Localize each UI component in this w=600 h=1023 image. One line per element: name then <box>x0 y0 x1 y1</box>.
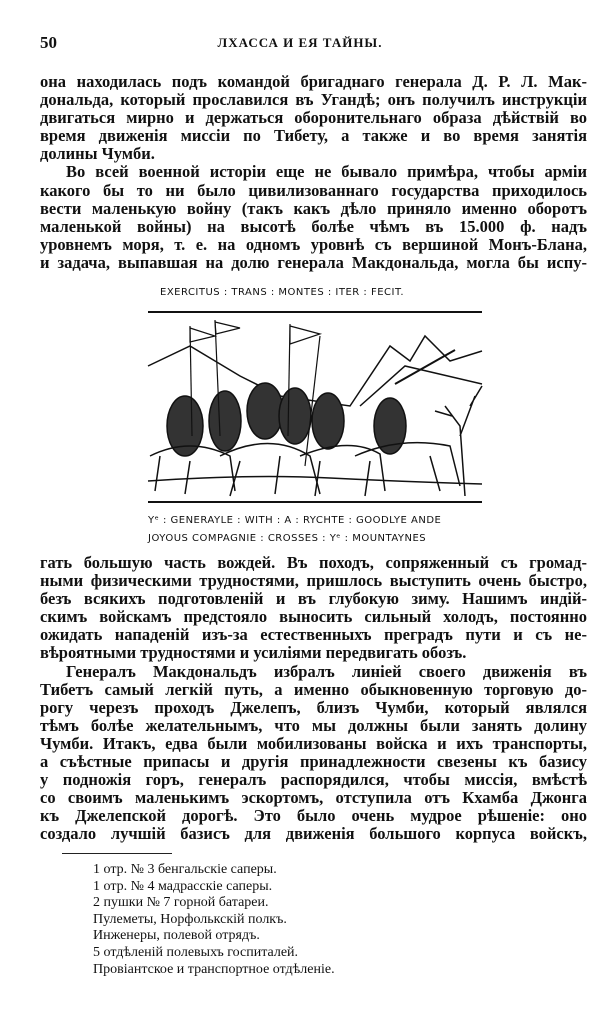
text-line: у подножія горъ, генералъ распорядился, чтобы миссія, вмѣстѣ <box>40 770 587 790</box>
text-line: вѣроятными трудностями и усиліями передвигать обозъ. <box>40 643 467 663</box>
footnote-item: 5 отдѣленій полевыхъ госпиталей. <box>93 944 299 960</box>
text-block-top <box>40 73 587 272</box>
footnote-item: 2 пушки № 7 горной батареи. <box>93 895 269 911</box>
caption-bottom-1: Yᵉ : GENERAYLE : WITH : A : RYCHTE : GOODLYE ANDE <box>148 515 442 526</box>
text-line: долины Чумби. <box>40 144 155 164</box>
text-line: дональда, который прославился въ Угандѣ; онъ получилъ инструкціи <box>40 90 587 110</box>
text-line: гать большую часть вождей. Въ походъ, сопряженный съ громад- <box>40 553 587 572</box>
text-line: Тибетъ самый легкій путь, а именно обыкновенную торговую до- <box>40 679 587 699</box>
text-line: уровнемъ моря, т. е. на одномъ уровнѣ съ вершиной Монъ-Блана, <box>40 234 587 254</box>
text-line: Во всей военной исторіи еще не бывало примѣра, чтобы арміи <box>66 162 587 182</box>
text-line: со своимъ маленькимъ эскортомъ, отступила отъ Кхамба Джонга <box>40 788 587 808</box>
text-line: а съѣстные припасы и другія принадлежности свезены къ базису <box>40 752 587 772</box>
text-line: двигаться мирно и держаться оборонительнаго образа дѣйствій во <box>40 108 587 128</box>
text-line: рогу черезъ проходъ Джелепъ, близъ Чумби, который являлся <box>40 697 587 717</box>
text-line: создало лучшій базисъ для движенія большого корпуса войскъ, <box>40 824 587 844</box>
footnote-item: Пулеметы, Норфолькскій полкъ. <box>93 911 287 927</box>
text-line: скимъ войскамъ предстояло выносить сильный холодъ, постоянно <box>40 607 587 627</box>
text-line: Чумби. Итакъ, едва были мобилизованы войска и ихъ транспорты, <box>40 733 587 753</box>
text-line: тѣмъ болѣе желательнымъ, что мы должны были занять долину <box>40 715 587 735</box>
text-line: маленькой войны) на высотѣ болѣе чѣмъ въ 15.000 ф. надъ <box>40 216 587 236</box>
text-line: ожидать нападеній изъ-за естественныхъ преградъ пути и съ не- <box>40 625 587 645</box>
footnotes <box>93 862 335 978</box>
text-line: какого бы то ни было цивилизованнаго государства приходилось <box>40 180 587 200</box>
text-block-bottom <box>40 554 587 844</box>
page-number: 50 <box>40 33 57 52</box>
text-line: и задача, выпавшая на долю генерала Макдональда, могла бы испу- <box>40 252 587 272</box>
text-line: она находилась подъ командой бригаднаго генерала Д. Р. Л. Мак- <box>40 72 587 91</box>
footnote-item: 1 отр. № 3 бенгальскіе саперы. <box>93 862 277 877</box>
text-line: къ Джелепской дорогѣ. Это было очень мудрое рѣшеніе: оно <box>40 806 587 826</box>
footnote-rule <box>62 853 172 854</box>
text-line: безъ всякихъ подготовленій и въ глубокую зиму. Нашимъ индій- <box>40 589 587 609</box>
text-line: вести маленькую войну (такъ какъ дѣло приняло именно оборотъ <box>40 198 587 218</box>
text-line: Генералъ Макдональдъ избралъ линіей своего движенія въ <box>66 661 587 681</box>
text-line: ными физическими трудностями, пришлось выступить очень быстро, <box>40 571 587 591</box>
footnote-item: 1 отр. № 4 мадрасскіе саперы. <box>93 878 273 894</box>
caption-bottom-2: JOYOUS COMPAGNIE : CROSSES : Yᵉ : MOUNTAYNES <box>148 533 427 544</box>
caption-top: EXERCITUS : TRANS : MONTES : ITER : FECIT. <box>160 287 405 298</box>
footnote-item: Инженеры, полевой отрядъ. <box>93 928 260 944</box>
illustration <box>130 282 500 547</box>
text-line: время движенія миссіи по Тибету, а также и во время занятія <box>40 126 587 146</box>
tapestry-drawing <box>130 306 500 516</box>
running-title: ЛХАССА И ЕЯ ТАЙНЫ. <box>217 35 383 50</box>
footnote-item: Провіантское и транспортное отдѣленіе. <box>93 961 335 977</box>
